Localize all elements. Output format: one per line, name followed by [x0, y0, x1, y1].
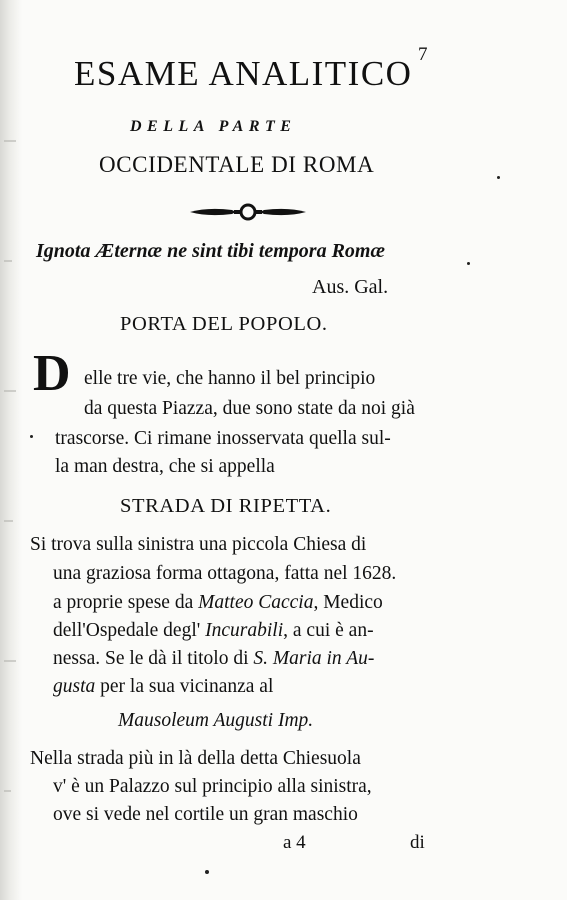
- paragraph-line: ove si vede nel cortile un gran maschio: [53, 804, 358, 825]
- page-title: ESAME ANALITICO: [74, 54, 413, 93]
- paragraph-line: trascorse. Ci rimane inosservata quella sul-: [55, 428, 391, 449]
- text-run: , Medico: [313, 592, 383, 613]
- section-heading-porta: PORTA DEL POPOLO.: [120, 313, 328, 335]
- gutter-speck: [4, 520, 13, 522]
- text-run: nessa. Se le dà il titolo di: [53, 648, 254, 669]
- paragraph-line: elle tre vie, che hanno il bel principio: [84, 368, 376, 389]
- text-run: , a cui è an-: [283, 620, 374, 641]
- signature-mark: a 4: [283, 832, 306, 853]
- paragraph-line: la man destra, che si appella: [55, 456, 275, 477]
- mausoleum-inscription: Mausoleum Augusti Imp.: [118, 710, 314, 731]
- ink-speck: [467, 262, 470, 265]
- text-run: a proprie spese da: [53, 592, 199, 613]
- gutter-speck: [4, 260, 12, 262]
- epigraph: Ignota Æternæ ne sint tibi tempora Romæ: [36, 240, 385, 262]
- subtitle-small: DELLA PARTE: [130, 118, 297, 135]
- ink-speck: [30, 435, 33, 438]
- paragraph-line: una graziosa forma ottagona, fatta nel 1628.: [53, 563, 397, 584]
- page-number: 7: [418, 44, 428, 65]
- ink-speck: [205, 870, 209, 874]
- paragraph-line: da questa Piazza, due sono state da noi già: [84, 398, 415, 419]
- page-gutter: [0, 0, 22, 900]
- paragraph-line: [53, 648, 374, 670]
- subtitle-large: OCCIDENTALE DI ROMA: [99, 152, 375, 177]
- paragraph-line: [53, 592, 383, 614]
- gutter-speck: [4, 390, 16, 392]
- gutter-speck: [4, 140, 16, 142]
- church-name: gusta: [53, 676, 96, 697]
- paragraph-line: Nella strada più in là della detta Chiesuola: [30, 748, 361, 769]
- text-run: per la sua vicinanza al: [95, 676, 274, 697]
- epigraph-attribution: Aus. Gal.: [312, 276, 389, 298]
- paragraph-line: v' è un Palazzo sul principio alla sinistra,: [53, 776, 372, 797]
- gutter-speck: [4, 790, 11, 792]
- section-heading-strada: STRADA DI RIPETTA.: [120, 495, 332, 517]
- ink-speck: [497, 176, 500, 179]
- catchword: di: [410, 832, 425, 853]
- paragraph-line: [53, 620, 374, 642]
- paragraph-line: Si trova sulla sinistra una piccola Chiesa di: [30, 534, 367, 555]
- person-name: Matteo Caccia: [198, 592, 314, 613]
- paragraph-line: [53, 676, 273, 698]
- church-name: S. Maria in Au-: [253, 648, 375, 669]
- gutter-speck: [4, 660, 16, 662]
- text-run: dell'Ospedale degl': [53, 620, 206, 641]
- institution-name: Incurabili: [205, 620, 284, 641]
- drop-cap: D: [33, 345, 71, 402]
- ornament-divider-icon: [188, 200, 308, 224]
